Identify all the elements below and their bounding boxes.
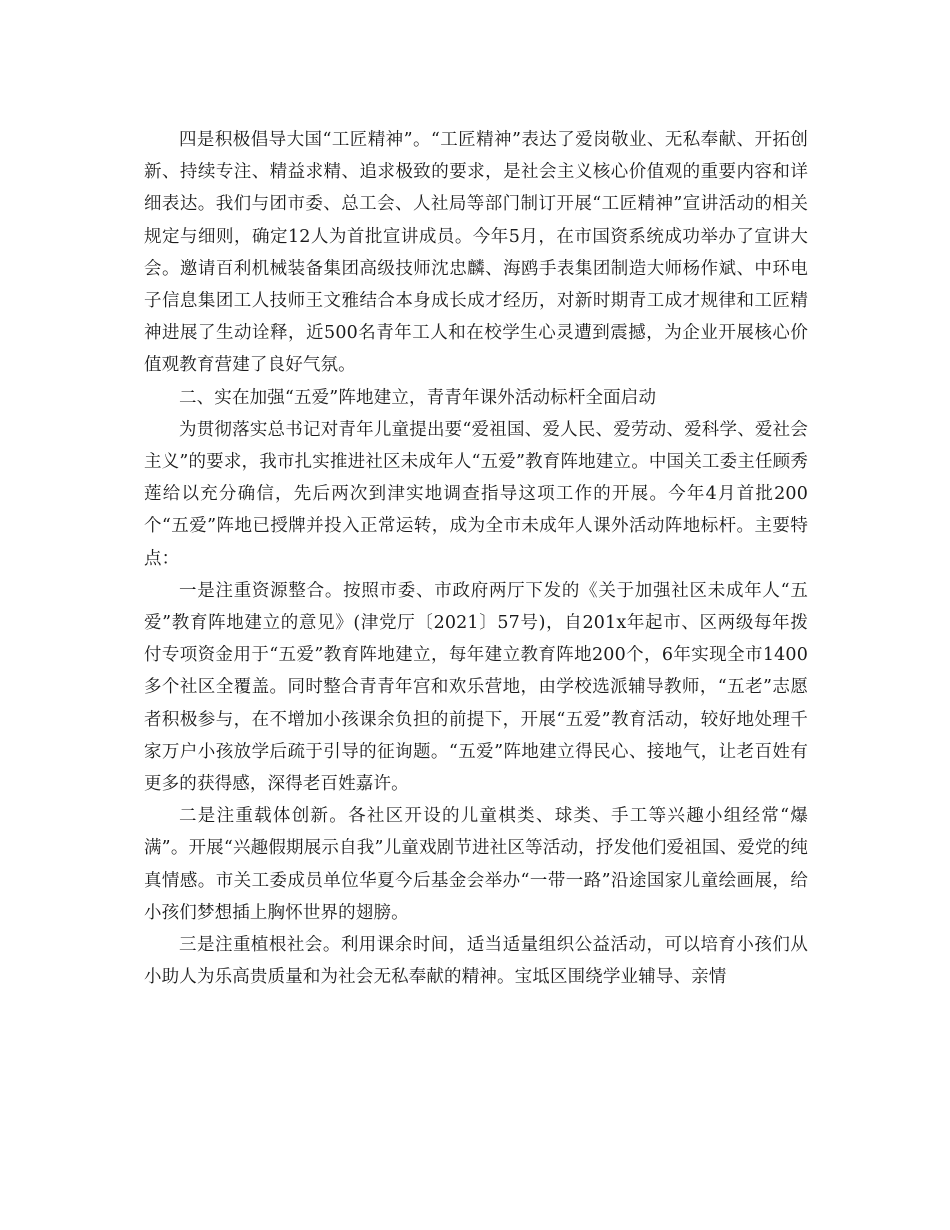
paragraph-resource-integration: 一是注重资源整合。按照市委、市政府两厅下发的《关于加强社区未成年人“五爱”教育阵地建立的意见》(津党厅〔2021〕57号)，自201x年起市、区两级每年拨付专项资金用于“五爱”教育阵地建立，每年建立教育阵地200个，6年实现全市1400多个社区全覆盖。同时整合青青年宫和欢乐营地，由学校选派辅导教师，“五老”志愿者积极参与，在不增加小孩课余负担的前提下，开展“五爱”教育活动，较好地处理千家万户小孩放学后疏于引导的征询题。“五爱”阵地建立得民心、接地气，让老百姓有更多的获得感，深得老百姓嘉许。 xyxy=(144,580,808,795)
paragraph-wuai-intro: 为贯彻落实总书记对青年儿童提出要“爱祖国、爱人民、爱劳动、爱科学、爱社会主义”的要求，我市扎实推进社区未成年人“五爱”教育阵地建立。中国关工委主任顾秀莲给以充分确信，先后两次到津实地调查指导这项工作的开展。今年4月首批200个“五爱”阵地已授牌并投入正常运转，成为全市未成年人课外活动阵地标杆。主要特点： xyxy=(144,419,808,569)
section-heading-wuai: 二、实在加强“五爱”阵地建立，青青年课外活动标杆全面启动 xyxy=(179,387,657,408)
paragraph-carrier-innovation: 二是注重载体创新。各社区开设的儿童棋类、球类、手工等兴趣小组经常“爆满”。开展“兴趣假期展示自我”儿童戏剧节进社区等活动，抒发他们爱祖国、爱党的纯真情感。市关工委成员单位华夏今后基金会举办“一带一路”沿途国家儿童绘画展，给小孩们梦想插上胸怀世界的翅膀。 xyxy=(144,806,808,923)
paragraph-rooted-in-society: 三是注重植根社会。利用课余时间，适当适量组织公益活动，可以培育小孩们从小助人为乐高贵质量和为社会无私奉献的精神。宝坻区围绕学业辅导、亲情 xyxy=(144,935,808,988)
document-body xyxy=(144,124,808,993)
paragraph-craftsman-spirit: 四是积极倡导大国“工匠精神”。“工匠精神”表达了爱岗敬业、无私奉献、开拓创新、持续专注、精益求精、追求极致的要求，是社会主义核心价值观的重要内容和详细表达。我们与团市委、总工会、人社局等部门制订开展“工匠精神”宣讲活动的相关规定与细则，确定12人为首批宣讲成员。今年5月，在市国资系统成功举办了宣讲大会。邀请百利机械装备集团高级技师沈忠麟、海鸥手表集团制造大师杨作斌、中环电子信息集团工人技师王文雅结合本身成长成才经历，对新时期青工成才规律和工匠精神进展了生动诠释，近500名青年工人和在校学生心灵遭到震撼，为企业开展核心价值观教育营建了良好气氛。 xyxy=(144,130,808,376)
